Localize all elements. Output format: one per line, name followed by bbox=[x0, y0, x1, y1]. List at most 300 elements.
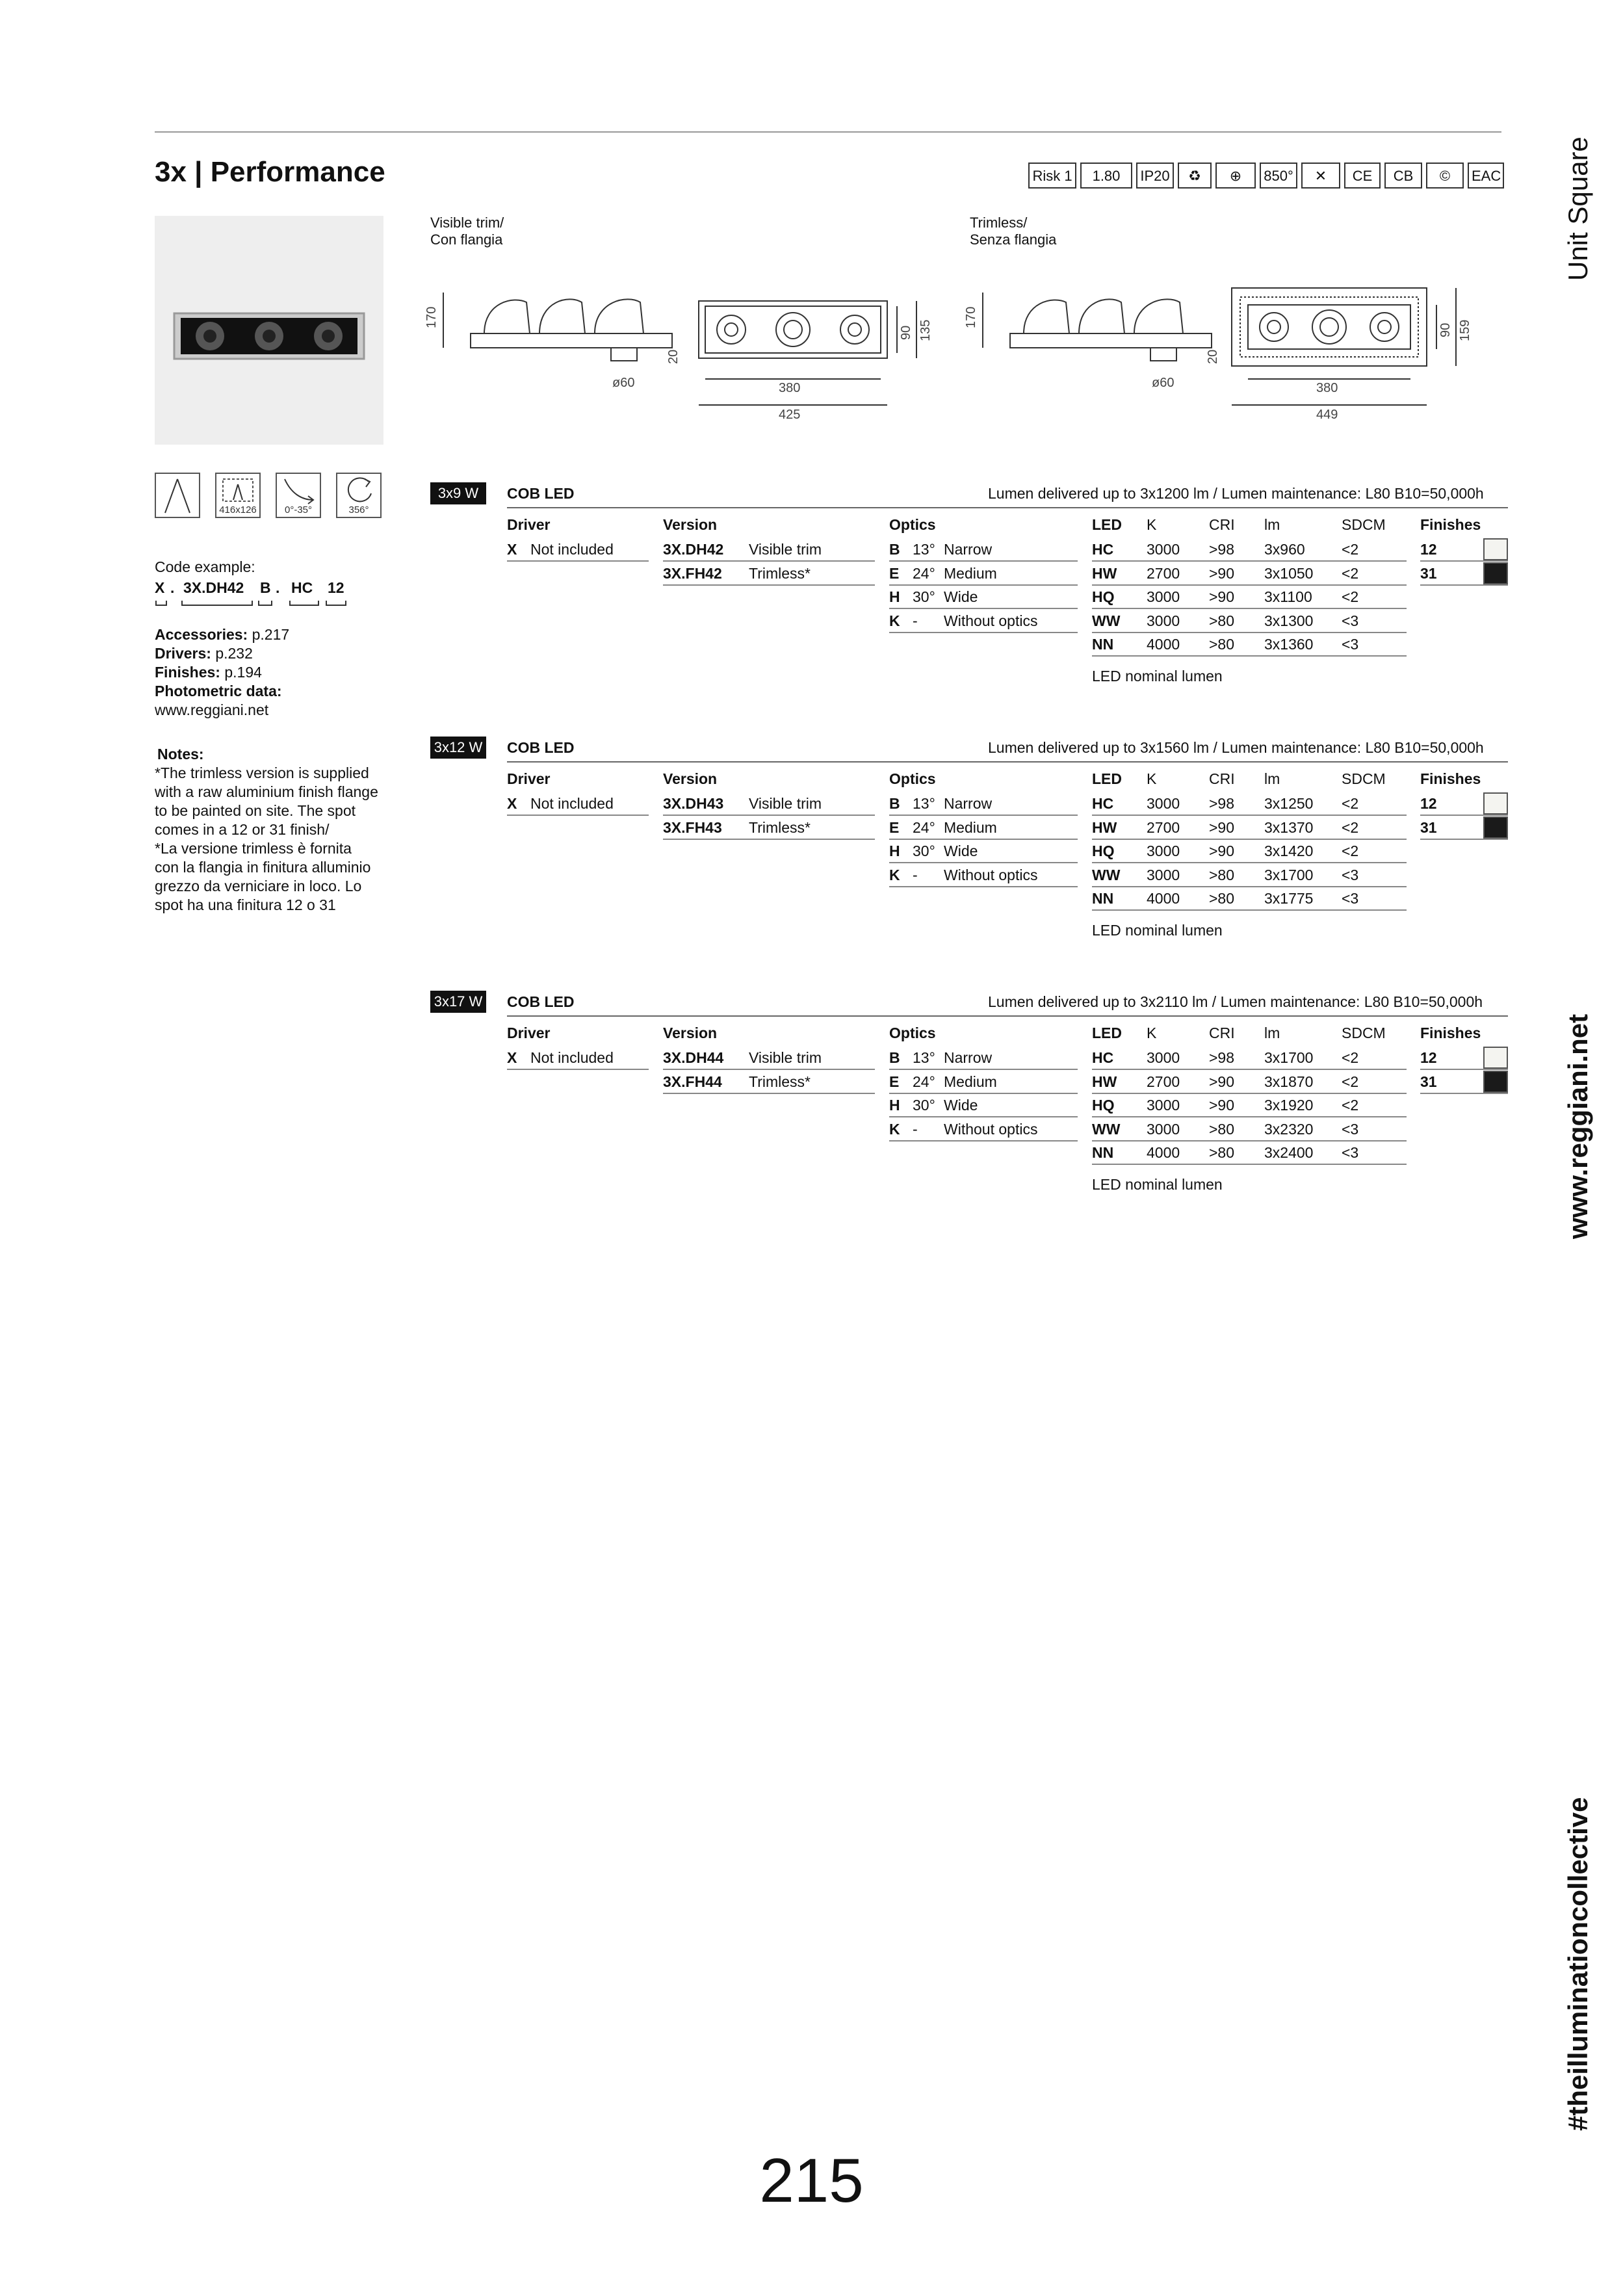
row-rule bbox=[889, 1093, 1078, 1094]
lm-header: lm bbox=[1264, 1024, 1280, 1041]
led-cell: WW bbox=[1092, 612, 1121, 629]
row-rule bbox=[1420, 584, 1508, 586]
side-label-website[interactable]: www.reggiani.net bbox=[1563, 1013, 1593, 1239]
page-title: 3x | Performance bbox=[155, 156, 385, 188]
notes-line: con la flangia in finitura alluminio bbox=[155, 859, 371, 876]
led-cell: 3x1775 bbox=[1264, 890, 1314, 907]
lm-header: lm bbox=[1264, 516, 1280, 533]
led-cell: <3 bbox=[1342, 636, 1359, 653]
led-cell: 3x1420 bbox=[1264, 842, 1314, 859]
cert-badge: EAC bbox=[1468, 163, 1504, 189]
row-rule bbox=[1420, 1093, 1508, 1094]
power-badge: 3x9 W bbox=[430, 482, 486, 504]
led-cell: >90 bbox=[1209, 842, 1235, 859]
optic-angle: 24° bbox=[913, 564, 935, 582]
led-cell: HC bbox=[1092, 795, 1114, 812]
row-rule bbox=[1092, 1116, 1407, 1117]
cert-badge: ⊕ bbox=[1215, 163, 1256, 189]
row-rule bbox=[889, 815, 1078, 816]
led-cell: >98 bbox=[1209, 541, 1235, 558]
product-photo bbox=[155, 216, 383, 445]
led-cell: 3000 bbox=[1147, 541, 1180, 558]
led-cell: >90 bbox=[1209, 1073, 1235, 1090]
optic-code: K bbox=[889, 1120, 900, 1138]
cri-header: CRI bbox=[1209, 1024, 1235, 1041]
optic-code: B bbox=[889, 1049, 900, 1066]
finish-swatch bbox=[1483, 1071, 1508, 1093]
finishes-header: Finishes bbox=[1420, 1024, 1481, 1041]
notes-title: Notes: bbox=[157, 746, 204, 763]
led-cell: 3x1250 bbox=[1264, 795, 1314, 812]
finish-code: 31 bbox=[1420, 564, 1437, 582]
optic-angle: 24° bbox=[913, 818, 935, 836]
ref-key: Photometric data: bbox=[155, 683, 282, 699]
optics-header: Optics bbox=[889, 1024, 936, 1041]
code-part-led: HC bbox=[291, 579, 313, 596]
version-code: 3X.FH44 bbox=[663, 1073, 722, 1090]
row-rule bbox=[1092, 909, 1407, 911]
row-rule bbox=[1092, 886, 1407, 887]
ref-drivers[interactable] bbox=[155, 644, 289, 663]
optic-code: E bbox=[889, 564, 900, 582]
technical-drawings bbox=[422, 257, 1495, 432]
top-view-visible bbox=[699, 301, 887, 358]
led-cell: 3x2320 bbox=[1264, 1120, 1314, 1138]
version-header: Version bbox=[663, 516, 718, 533]
led-cell: 2700 bbox=[1147, 818, 1180, 836]
led-cell: >80 bbox=[1209, 890, 1235, 907]
cert-badge: ✕ bbox=[1301, 163, 1340, 189]
version-code: 3X.FH43 bbox=[663, 818, 722, 836]
led-cell: <2 bbox=[1342, 842, 1359, 859]
row-rule bbox=[889, 632, 1078, 633]
trimless-label bbox=[970, 215, 1056, 248]
optic-code: B bbox=[889, 795, 900, 812]
row-rule bbox=[889, 862, 1078, 863]
led-cell: >80 bbox=[1209, 612, 1235, 629]
row-rule bbox=[663, 560, 875, 562]
version-label: Trimless* bbox=[749, 564, 811, 582]
version-label: Visible trim bbox=[749, 1049, 822, 1066]
dim-380-visible: 380 bbox=[779, 381, 801, 395]
led-cell: <2 bbox=[1342, 588, 1359, 605]
visible-trim-label-it: Con flangia bbox=[430, 231, 503, 248]
sdcm-header: SDCM bbox=[1342, 770, 1386, 787]
version-label: Trimless* bbox=[749, 818, 811, 836]
code-part-finish: 12 bbox=[328, 579, 344, 596]
row-rule bbox=[1092, 862, 1407, 863]
row-rule bbox=[663, 1093, 875, 1094]
optic-code: H bbox=[889, 1097, 900, 1114]
led-header: LED bbox=[1092, 1024, 1122, 1041]
row-rule bbox=[889, 608, 1078, 609]
dim-height-trimless: 170 bbox=[964, 306, 978, 328]
notes-line: *The trimless version is supplied bbox=[155, 764, 369, 781]
ref-key: Accessories: bbox=[155, 626, 248, 643]
optic-angle: 13° bbox=[913, 795, 935, 812]
driver-header: Driver bbox=[507, 770, 551, 787]
optics-header: Optics bbox=[889, 770, 936, 787]
led-cell: <2 bbox=[1342, 541, 1359, 558]
optic-angle: 30° bbox=[913, 588, 935, 605]
power-badge: 3x17 W bbox=[430, 991, 486, 1013]
finish-swatch bbox=[1483, 1047, 1508, 1069]
cob-led-label: COB LED bbox=[507, 739, 575, 756]
row-rule bbox=[1092, 1140, 1407, 1141]
tilt-icon bbox=[276, 473, 321, 518]
optic-angle: 24° bbox=[913, 1073, 935, 1090]
notes bbox=[155, 745, 378, 915]
optic-angle: 30° bbox=[913, 842, 935, 859]
side-view-visible bbox=[471, 299, 672, 361]
trimless-label-en: Trimless/ bbox=[970, 215, 1028, 231]
cert-badge: 850° bbox=[1260, 163, 1297, 189]
led-cell: HQ bbox=[1092, 588, 1115, 605]
led-cell: 3x1920 bbox=[1264, 1097, 1314, 1114]
finishes-header: Finishes bbox=[1420, 516, 1481, 533]
finish-code: 31 bbox=[1420, 1073, 1437, 1090]
optic-code: H bbox=[889, 588, 900, 605]
optic-name: Without optics bbox=[944, 866, 1038, 883]
ref-value: p.217 bbox=[248, 626, 290, 643]
side-label-product: Unit Square bbox=[1563, 137, 1593, 281]
notes-body bbox=[155, 764, 378, 915]
notes-line: spot ha una finitura 12 o 31 bbox=[155, 896, 336, 913]
cert-badge: 1.80 bbox=[1080, 163, 1132, 189]
side-label-hashtag: #theilluminationcollective bbox=[1563, 1797, 1593, 2131]
ref-key: Finishes: bbox=[155, 664, 220, 681]
ref-photometric bbox=[155, 682, 289, 701]
led-cell: <3 bbox=[1342, 866, 1359, 883]
optic-name: Medium bbox=[944, 564, 997, 582]
row-rule bbox=[1420, 839, 1508, 840]
row-rule bbox=[889, 1116, 1078, 1117]
led-cell: >80 bbox=[1209, 866, 1235, 883]
finish-swatch bbox=[1483, 538, 1508, 560]
driver-code: X bbox=[507, 795, 517, 812]
optic-name: Wide bbox=[944, 588, 978, 605]
version-label: Visible trim bbox=[749, 795, 822, 812]
code-sep: . bbox=[170, 579, 175, 596]
top-view-trimless bbox=[1232, 288, 1427, 366]
led-header: LED bbox=[1092, 516, 1122, 533]
optic-angle: - bbox=[913, 612, 918, 629]
optic-name: Wide bbox=[944, 1097, 978, 1114]
dim-20-visible: 20 bbox=[666, 349, 681, 364]
led-cell: HW bbox=[1092, 818, 1117, 836]
led-cell: 3000 bbox=[1147, 842, 1180, 859]
finish-swatch bbox=[1483, 792, 1508, 815]
dim-380-trimless: 380 bbox=[1316, 381, 1338, 395]
cert-badge: CE bbox=[1344, 163, 1381, 189]
section-rule bbox=[507, 507, 1508, 508]
optic-name: Narrow bbox=[944, 795, 993, 812]
k-header: K bbox=[1147, 770, 1157, 787]
led-cell: <3 bbox=[1342, 890, 1359, 907]
driver-label: Not included bbox=[530, 795, 614, 812]
row-rule bbox=[507, 1069, 649, 1070]
version-code: 3X.FH42 bbox=[663, 564, 722, 582]
sdcm-header: SDCM bbox=[1342, 516, 1386, 533]
cri-header: CRI bbox=[1209, 770, 1235, 787]
led-cell: 3000 bbox=[1147, 866, 1180, 883]
led-cell: HQ bbox=[1092, 1097, 1115, 1114]
led-cell: <3 bbox=[1342, 1144, 1359, 1161]
led-cell: <2 bbox=[1342, 795, 1359, 812]
side-view-trimless bbox=[1010, 299, 1212, 361]
led-cell: >80 bbox=[1209, 1120, 1235, 1138]
version-code: 3X.DH43 bbox=[663, 795, 724, 812]
finish-swatch bbox=[1483, 816, 1508, 839]
nominal-lumen-note: LED nominal lumen bbox=[1092, 667, 1223, 685]
driver-label: Not included bbox=[530, 1049, 614, 1066]
optic-code: H bbox=[889, 842, 900, 859]
finishes-header: Finishes bbox=[1420, 770, 1481, 787]
led-cell: >90 bbox=[1209, 564, 1235, 582]
led-cell: HW bbox=[1092, 1073, 1117, 1090]
version-code: 3X.DH42 bbox=[663, 541, 724, 558]
lumen-delivered: Lumen delivered up to 3x1560 lm / Lumen maintenance: L80 B10=50,000h bbox=[988, 739, 1484, 756]
cert-badge: ♻ bbox=[1178, 163, 1212, 189]
optic-code: E bbox=[889, 1073, 900, 1090]
optic-code: E bbox=[889, 818, 900, 836]
led-cell: HC bbox=[1092, 1049, 1114, 1066]
row-rule bbox=[507, 560, 649, 562]
led-cell: 3000 bbox=[1147, 612, 1180, 629]
optic-name: Medium bbox=[944, 1073, 997, 1090]
dim-height-visible: 170 bbox=[424, 306, 439, 328]
led-cell: HC bbox=[1092, 541, 1114, 558]
version-header: Version bbox=[663, 1024, 718, 1041]
optic-name: Without optics bbox=[944, 612, 1038, 629]
led-cell: 3x1700 bbox=[1264, 1049, 1314, 1066]
led-cell: HW bbox=[1092, 564, 1117, 582]
row-rule bbox=[889, 839, 1078, 840]
cert-badge: CB bbox=[1384, 163, 1422, 189]
optic-angle: - bbox=[913, 866, 918, 883]
finish-code: 12 bbox=[1420, 795, 1437, 812]
cutout-label: 416x126 bbox=[219, 504, 257, 515]
optic-code: K bbox=[889, 612, 900, 629]
finish-code: 31 bbox=[1420, 818, 1437, 836]
lumen-delivered: Lumen delivered up to 3x2110 lm / Lumen maintenance: L80 B10=50,000h bbox=[988, 993, 1483, 1010]
dim-425: 425 bbox=[779, 408, 801, 422]
led-cell: 3x1360 bbox=[1264, 636, 1314, 653]
row-rule bbox=[889, 1140, 1078, 1141]
cob-led-label: COB LED bbox=[507, 993, 575, 1010]
dim-449: 449 bbox=[1316, 408, 1338, 422]
row-rule bbox=[663, 839, 875, 840]
trimless-label-it: Senza flangia bbox=[970, 231, 1057, 248]
dim-90-trimless: 90 bbox=[1438, 322, 1453, 337]
led-cell: HQ bbox=[1092, 842, 1115, 859]
led-cell: 2700 bbox=[1147, 1073, 1180, 1090]
led-cell: 3x1050 bbox=[1264, 564, 1314, 582]
lm-header: lm bbox=[1264, 770, 1280, 787]
led-cell: 4000 bbox=[1147, 636, 1180, 653]
dim-135: 135 bbox=[918, 319, 933, 341]
row-rule bbox=[1092, 815, 1407, 816]
led-cell: <2 bbox=[1342, 1073, 1359, 1090]
row-rule bbox=[507, 815, 649, 816]
visible-trim-label-en: Visible trim/ bbox=[430, 215, 504, 231]
row-rule bbox=[1092, 608, 1407, 609]
product-image bbox=[155, 216, 383, 445]
led-cell: NN bbox=[1092, 1144, 1114, 1161]
code-sep: . bbox=[276, 579, 280, 596]
optic-code: K bbox=[889, 866, 900, 883]
driver-code: X bbox=[507, 1049, 517, 1066]
optic-code: B bbox=[889, 541, 900, 558]
version-header: Version bbox=[663, 770, 718, 787]
led-cell: <2 bbox=[1342, 1097, 1359, 1114]
led-cell: 3000 bbox=[1147, 795, 1180, 812]
nominal-lumen-note: LED nominal lumen bbox=[1092, 921, 1223, 939]
visible-trim-label bbox=[430, 215, 504, 248]
notes-line: comes in a 12 or 31 finish/ bbox=[155, 821, 330, 838]
dim-diameter-trimless: ø60 bbox=[1152, 376, 1175, 390]
led-cell: 3x2400 bbox=[1264, 1144, 1314, 1161]
website-link[interactable]: www.reggiani.net bbox=[155, 701, 269, 718]
row-rule bbox=[1092, 584, 1407, 586]
row-rule bbox=[1092, 1069, 1407, 1070]
row-rule bbox=[663, 815, 875, 816]
driver-header: Driver bbox=[507, 1024, 551, 1041]
led-cell: NN bbox=[1092, 890, 1114, 907]
row-rule bbox=[663, 1069, 875, 1070]
cri-header: CRI bbox=[1209, 516, 1235, 533]
driver-code: X bbox=[507, 541, 517, 558]
led-cell: <3 bbox=[1342, 1120, 1359, 1138]
led-cell: 3000 bbox=[1147, 1120, 1180, 1138]
led-cell: <2 bbox=[1342, 1049, 1359, 1066]
row-rule bbox=[1092, 560, 1407, 562]
led-cell: 3x1300 bbox=[1264, 612, 1314, 629]
code-part-optics: B bbox=[260, 579, 271, 596]
cert-badge: © bbox=[1426, 163, 1464, 189]
led-cell: >98 bbox=[1209, 1049, 1235, 1066]
led-cell: 3000 bbox=[1147, 1097, 1180, 1114]
led-cell: WW bbox=[1092, 866, 1121, 883]
k-header: K bbox=[1147, 516, 1157, 533]
led-cell: <2 bbox=[1342, 818, 1359, 836]
lumen-delivered: Lumen delivered up to 3x1200 lm / Lumen maintenance: L80 B10=50,000h bbox=[988, 485, 1484, 502]
led-cell: 4000 bbox=[1147, 890, 1180, 907]
led-cell: 3x1870 bbox=[1264, 1073, 1314, 1090]
led-cell: >80 bbox=[1209, 1144, 1235, 1161]
row-rule bbox=[1092, 1093, 1407, 1094]
row-rule bbox=[1092, 839, 1407, 840]
led-cell: 3000 bbox=[1147, 588, 1180, 605]
led-cell: >80 bbox=[1209, 636, 1235, 653]
code-part-version: 3X.DH42 bbox=[183, 579, 244, 596]
row-rule bbox=[889, 886, 1078, 887]
led-cell: 3x1700 bbox=[1264, 866, 1314, 883]
led-header: LED bbox=[1092, 770, 1122, 787]
cert-badge: Risk 1 bbox=[1028, 163, 1076, 189]
row-rule bbox=[889, 1069, 1078, 1070]
optic-name: Wide bbox=[944, 842, 978, 859]
optic-name: Without optics bbox=[944, 1120, 1038, 1138]
notes-line: *La versione trimless è fornita bbox=[155, 840, 352, 857]
references bbox=[155, 625, 289, 720]
code-part-driver: X bbox=[155, 579, 165, 596]
cert-badge: IP20 bbox=[1136, 163, 1174, 189]
optic-name: Narrow bbox=[944, 541, 993, 558]
dim-90-visible: 90 bbox=[899, 325, 913, 340]
ref-accessories[interactable] bbox=[155, 625, 289, 644]
led-cell: 3000 bbox=[1147, 1049, 1180, 1066]
version-label: Visible trim bbox=[749, 541, 822, 558]
led-cell: >90 bbox=[1209, 818, 1235, 836]
notes-line: to be painted on site. The spot bbox=[155, 802, 356, 819]
led-cell: NN bbox=[1092, 636, 1114, 653]
cutout-icon bbox=[215, 473, 261, 518]
optics-header: Optics bbox=[889, 516, 936, 533]
rotation-icon bbox=[336, 473, 382, 518]
optic-angle: 30° bbox=[913, 1097, 935, 1114]
notes-line: with a raw aluminium finish flange bbox=[155, 783, 378, 800]
code-example-label: Code example: bbox=[155, 558, 255, 575]
optic-angle: 13° bbox=[913, 541, 935, 558]
code-example-brackets bbox=[155, 599, 350, 607]
row-rule bbox=[1092, 632, 1407, 633]
nominal-lumen-note: LED nominal lumen bbox=[1092, 1175, 1223, 1193]
row-rule bbox=[1092, 1164, 1407, 1165]
cob-led-label: COB LED bbox=[507, 485, 575, 502]
led-cell: 3x1100 bbox=[1264, 588, 1312, 605]
led-cell: 3x1370 bbox=[1264, 818, 1314, 836]
finish-swatch bbox=[1483, 562, 1508, 584]
version-label: Trimless* bbox=[749, 1073, 811, 1090]
dim-20-trimless: 20 bbox=[1206, 349, 1220, 364]
ref-key: Drivers: bbox=[155, 645, 211, 662]
version-code: 3X.DH44 bbox=[663, 1049, 724, 1066]
row-rule bbox=[663, 584, 875, 586]
led-cell: 3x960 bbox=[1264, 541, 1305, 558]
optic-angle: - bbox=[913, 1120, 918, 1138]
finish-code: 12 bbox=[1420, 541, 1437, 558]
section-rule bbox=[507, 1015, 1508, 1017]
rotation-label: 356° bbox=[348, 504, 369, 515]
section-rule bbox=[507, 761, 1508, 763]
row-rule bbox=[889, 560, 1078, 562]
led-cell: >98 bbox=[1209, 795, 1235, 812]
notes-line: grezzo da verniciare in loco. Lo bbox=[155, 878, 362, 894]
finish-code: 12 bbox=[1420, 1049, 1437, 1066]
beam-icon bbox=[155, 473, 200, 518]
page-number: 215 bbox=[759, 2146, 864, 2215]
sdcm-header: SDCM bbox=[1342, 1024, 1386, 1041]
optic-name: Narrow bbox=[944, 1049, 993, 1066]
optic-angle: 13° bbox=[913, 1049, 935, 1066]
dim-159: 159 bbox=[1458, 319, 1472, 341]
led-cell: >90 bbox=[1209, 1097, 1235, 1114]
led-cell: <2 bbox=[1342, 564, 1359, 582]
top-rule bbox=[155, 131, 1501, 133]
k-header: K bbox=[1147, 1024, 1157, 1041]
driver-header: Driver bbox=[507, 516, 551, 533]
row-rule bbox=[1092, 655, 1407, 657]
led-cell: 2700 bbox=[1147, 564, 1180, 582]
ref-value: p.194 bbox=[220, 664, 262, 681]
driver-label: Not included bbox=[530, 541, 614, 558]
dim-diameter-visible: ø60 bbox=[612, 376, 635, 390]
led-cell: 4000 bbox=[1147, 1144, 1180, 1161]
row-rule bbox=[889, 584, 1078, 586]
ref-finishes[interactable] bbox=[155, 663, 289, 682]
optic-name: Medium bbox=[944, 818, 997, 836]
